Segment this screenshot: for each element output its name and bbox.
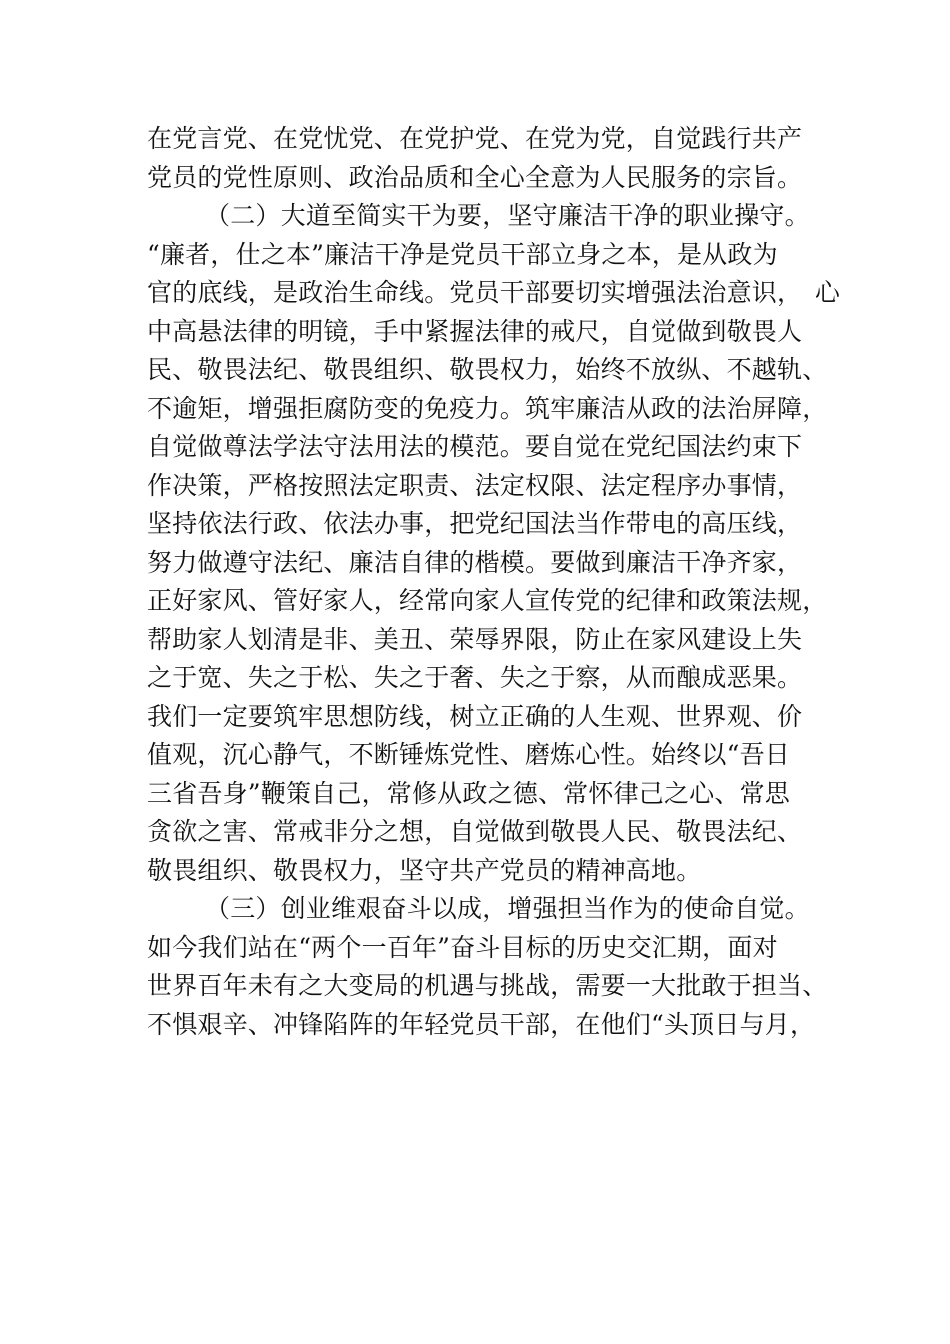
text-line: 作决策，严格按照法定职责、法定权限、法定程序办事情，: [147, 470, 803, 500]
text-line: 不惧艰辛、冲锋陷阵的年轻党员干部，在他们“头顶日与月，: [147, 1009, 816, 1039]
text-line: 如今我们站在“两个一百年”奋斗目标的历史交汇期，面对: [147, 932, 778, 962]
text-line: 不逾矩，增强拒腐防变的免疫力。筑牢廉洁从政的法治屏障，: [147, 393, 828, 423]
text-line: 在党言党、在党忧党、在党护党、在党为党，自觉践行共产: [147, 124, 803, 153]
text-line: 努力做遵守法纪、廉洁自律的楷模。要做到廉洁干净齐家，: [147, 547, 803, 577]
text-line: 三省吾身”鞭策自己，常修从政之德、常怀律己之心、常思: [147, 778, 790, 808]
text-line: 贪欲之害、常戒非分之想，自觉做到敬畏人民、敬畏法纪、: [147, 817, 803, 846]
text-line: 世界百年未有之大变局的机遇与挑战，需要一大批敢于担当、: [147, 971, 828, 1000]
text-line: 帮助家人划清是非、美丑、荣辱界限，防止在家风建设上失: [147, 624, 803, 654]
text-line: 自觉做尊法学法守法用法的模范。要自觉在党纪国法约束下: [147, 432, 803, 461]
body-text: [147, 120, 841, 1044]
text-line: 值观，沉心静气，不断锤炼党性、磨炼心性。始终以“吾日: [147, 740, 790, 769]
section-heading-line: （三）创业维艰奋斗以成，增强担当作为的使命自觉。: [205, 894, 810, 923]
text-line: 正好家风、管好家人，经常向家人宣传党的纪律和政策法规，: [147, 586, 828, 615]
text-line: 敬畏组织、敬畏权力，坚守共产党员的精神高地。: [147, 855, 702, 885]
text-line: 之于宽、失之于松、失之于奢、失之于察，从而酿成恶果。: [147, 663, 803, 692]
section-heading-line: （二）大道至简实干为要，坚守廉洁干净的职业操守。: [205, 201, 810, 230]
text-line: 我们一定要筑牢思想防线，树立正确的人生观、世界观、价: [147, 701, 803, 731]
text-line: 中高悬法律的明镜，手中紧握法律的戒尺，自觉做到敬畏人: [147, 316, 803, 346]
text-line: 坚持依法行政、依法办事，把党纪国法当作带电的高压线，: [147, 509, 803, 538]
text-line: 党员的党性原则、政治品质和全心全意为人民服务的宗旨。: [147, 162, 803, 192]
text-line: 民、敬畏法纪、敬畏组织、敬畏权力，始终不放纵、不越轨、: [147, 355, 828, 384]
text-line: 官的底线，是政治生命线。党员干部要切实增强法治意识， 心: [147, 278, 841, 307]
text-line: “廉者，仕之本”廉洁干净是党员干部立身之本，是从政为: [147, 239, 778, 269]
